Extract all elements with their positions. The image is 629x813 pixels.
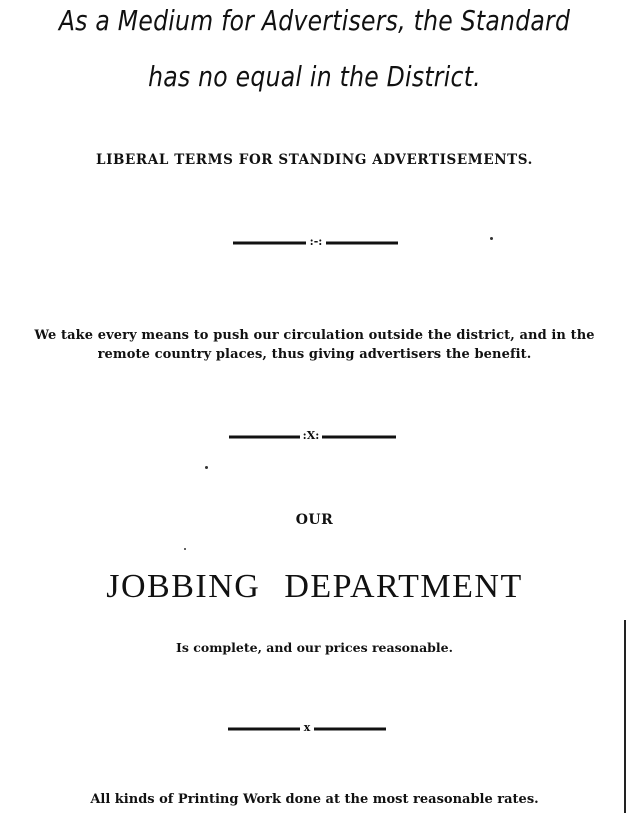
divider-1-mark: :-: bbox=[309, 235, 323, 248]
divider-3 bbox=[0, 721, 629, 736]
divider-1 bbox=[0, 235, 629, 250]
ink-speck bbox=[184, 548, 186, 550]
divider-2 bbox=[0, 429, 629, 444]
terms-heading: LIBERAL TERMS FOR STANDING ADVERTISEMENTS. bbox=[96, 152, 533, 168]
headline-line-1: As a Medium for Advertisers, the Standard bbox=[58, 4, 571, 37]
divider-2-mark: :X: bbox=[302, 429, 320, 442]
jobbing-subtitle: Is complete, and our prices reasonable. bbox=[176, 640, 453, 655]
jobbing-department-title: JOBBING DEPARTMENT bbox=[106, 568, 523, 605]
ink-speck bbox=[205, 466, 208, 469]
headline-line-2: has no equal in the District. bbox=[148, 60, 481, 93]
circulation-line-1: We take every means to push our circulation outside the district, and in the bbox=[34, 328, 595, 343]
circulation-line-2: remote country places, thus giving advertisers the benefit. bbox=[97, 347, 532, 362]
ink-speck bbox=[490, 237, 493, 240]
divider-3-mark: x bbox=[303, 721, 311, 734]
our-label: OUR bbox=[295, 512, 334, 528]
printing-note: All kinds of Printing Work done at the most reasonable rates. bbox=[90, 792, 539, 807]
right-edge-rule bbox=[624, 620, 626, 813]
